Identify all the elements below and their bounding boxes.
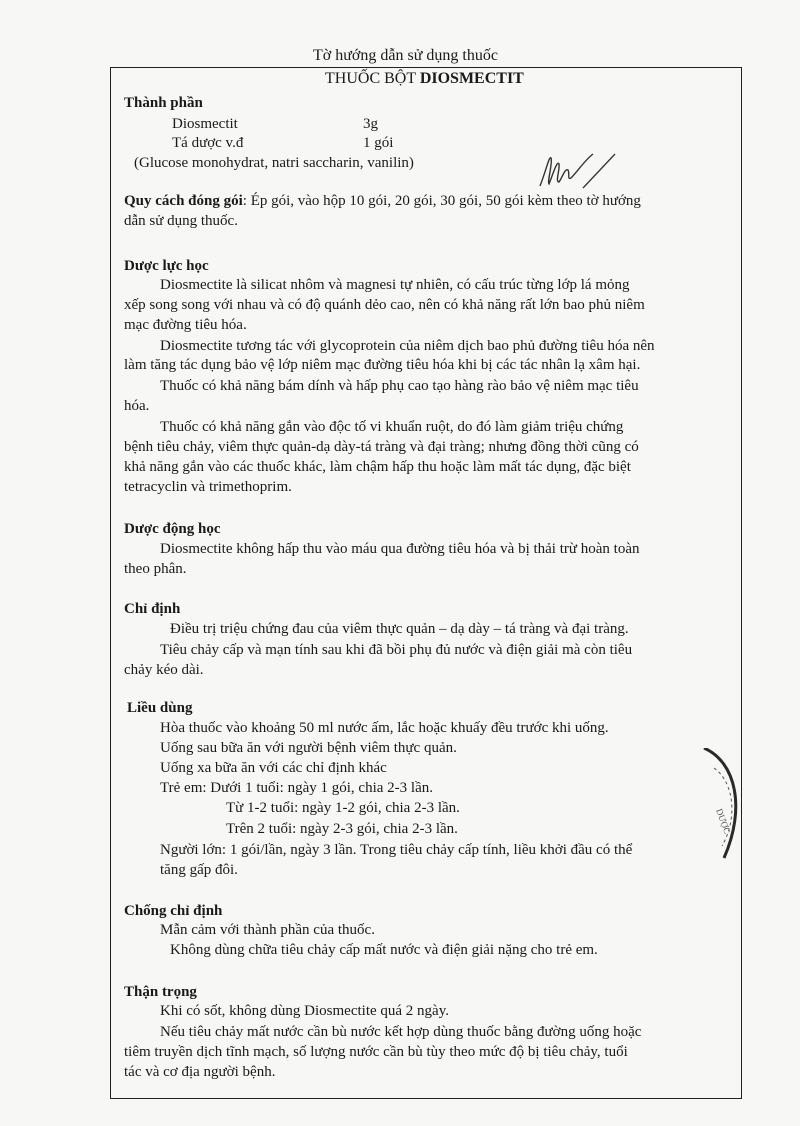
pharmacodynamics-line: bệnh tiêu chảy, viêm thực quản-dạ dày-tá tràng và đại tràng; nhưng đồng thời cũng có bbox=[124, 439, 639, 455]
pharmacodynamics-line: làm tăng tác dụng bảo vệ lớp niêm mạc đường tiêu hóa khi bị các tác nhân lạ xâm hại. bbox=[124, 357, 641, 373]
section-heading-indications: Chỉ định bbox=[124, 601, 181, 617]
stamp-icon bbox=[700, 748, 750, 868]
pharmacodynamics-line: hóa. bbox=[124, 398, 150, 414]
composition-excipients: (Glucose monohydrat, natri saccharin, vanilin) bbox=[134, 155, 414, 171]
indications-line: Điều trị triệu chứng đau của viêm thực quản – dạ dày – tá tràng và đại tràng. bbox=[170, 621, 629, 637]
section-heading-precautions: Thận trọng bbox=[124, 984, 197, 1000]
document-title: Tờ hướng dẫn sử dụng thuốc bbox=[313, 47, 498, 64]
precautions-line: tiêm truyền dịch tĩnh mạch, số lượng nước cần bù tùy theo mức độ bị tiêu chảy, tuổi bbox=[124, 1044, 628, 1060]
dosage-line: Người lớn: 1 gói/lần, ngày 3 lần. Trong tiêu chảy cấp tính, liều khởi đầu có thể bbox=[160, 842, 633, 858]
section-heading-composition: Thành phần bbox=[124, 95, 203, 111]
dosage-line: Từ 1-2 tuổi: ngày 1-2 gói, chia 2-3 lần. bbox=[226, 800, 460, 816]
pharmacodynamics-line: mạc đường tiêu hóa. bbox=[124, 317, 247, 333]
pharmacokinetics-line: Diosmectite không hấp thu vào máu qua đường tiêu hóa và bị thải trừ hoàn toàn bbox=[160, 541, 640, 557]
indications-line: chảy kéo dài. bbox=[124, 662, 204, 678]
precautions-line: Nếu tiêu chảy mất nước cần bù nước kết hợp dùng thuốc bằng đường uống hoặc bbox=[160, 1024, 642, 1040]
composition-amount-1: 3g bbox=[363, 116, 378, 132]
section-heading-pharmacokinetics: Dược động học bbox=[124, 521, 221, 537]
product-title bbox=[325, 70, 524, 88]
stamp-text: DƯỢC bbox=[714, 807, 733, 836]
composition-amount-2: 1 gói bbox=[363, 135, 394, 151]
section-heading-packaging: Quy cách đóng gói bbox=[124, 193, 243, 209]
pharmacodynamics-line: khả năng gắn vào các thuốc khác, làm chậm hấp thu hoặc làm mất tác dụng, đặc biệt bbox=[124, 459, 631, 475]
section-heading-contraindications: Chống chỉ định bbox=[124, 903, 223, 919]
pharmacodynamics-line: Thuốc có khả năng gắn vào độc tố vi khuẩn ruột, do đó làm giảm triệu chứng bbox=[160, 419, 624, 435]
signature-icon bbox=[535, 148, 620, 193]
composition-name-2: Tá dược v.đ bbox=[172, 135, 244, 151]
dosage-line: tăng gấp đôi. bbox=[160, 862, 238, 878]
section-heading-pharmacodynamics: Dược lực học bbox=[124, 258, 209, 274]
dosage-line: Uống sau bữa ăn với người bệnh viêm thực quản. bbox=[160, 740, 457, 756]
pharmacodynamics-line: tetracyclin và trimethoprim. bbox=[124, 479, 292, 495]
section-heading-dosage: Liều dùng bbox=[127, 700, 193, 716]
pharmacodynamics-line: Diosmectite tương tác với glycoprotein của niêm dịch bao phủ đường tiêu hóa nên bbox=[160, 338, 655, 354]
dosage-line: Hòa thuốc vào khoảng 50 ml nước ấm, lắc hoặc khuấy đều trước khi uống. bbox=[160, 720, 609, 736]
product-prefix: THUỐC BỘT bbox=[325, 70, 416, 87]
composition-name-1: Diosmectit bbox=[172, 116, 238, 132]
pharmacodynamics-line: Diosmectite là silicat nhôm và magnesi tự nhiên, có cấu trúc từng lớp lá mỏng bbox=[160, 277, 630, 293]
pharmacodynamics-line: xếp song song với nhau và có độ quánh dẻo cao, nên có khả năng rất lớn bao phủ niêm bbox=[124, 297, 645, 313]
product-name: DIOSMECTIT bbox=[419, 70, 524, 87]
dosage-line: Trẻ em: Dưới 1 tuổi: ngày 1 gói, chia 2-3 lần. bbox=[160, 780, 433, 796]
packaging-line-1 bbox=[124, 192, 641, 210]
dosage-line: Trên 2 tuổi: ngày 2-3 gói, chia 2-3 lần. bbox=[226, 821, 458, 837]
precautions-line: tác và cơ địa người bệnh. bbox=[124, 1064, 276, 1080]
indications-line: Tiêu chảy cấp và mạn tính sau khi đã bồi phụ đủ nước và điện giải mà còn tiêu bbox=[160, 642, 633, 658]
dosage-line: Uống xa bữa ăn với các chỉ định khác bbox=[160, 760, 387, 776]
contraindications-line: Không dùng chữa tiêu chảy cấp mất nước và điện giải nặng cho trẻ em. bbox=[170, 942, 598, 958]
pharmacokinetics-line: theo phân. bbox=[124, 561, 187, 577]
packaging-line-2: dẫn sử dụng thuốc. bbox=[124, 213, 238, 229]
packaging-text: : Ép gói, vào hộp 10 gói, 20 gói, 30 gói, 50 gói kèm theo tờ hướng bbox=[242, 193, 641, 209]
contraindications-line: Mẫn cảm với thành phần của thuốc. bbox=[160, 922, 375, 938]
pharmacodynamics-line: Thuốc có khả năng bám dính và hấp phụ cao tạo hàng rào bảo vệ niêm mạc tiêu bbox=[160, 378, 639, 394]
precautions-line: Khi có sốt, không dùng Diosmectite quá 2 ngày. bbox=[160, 1003, 449, 1019]
